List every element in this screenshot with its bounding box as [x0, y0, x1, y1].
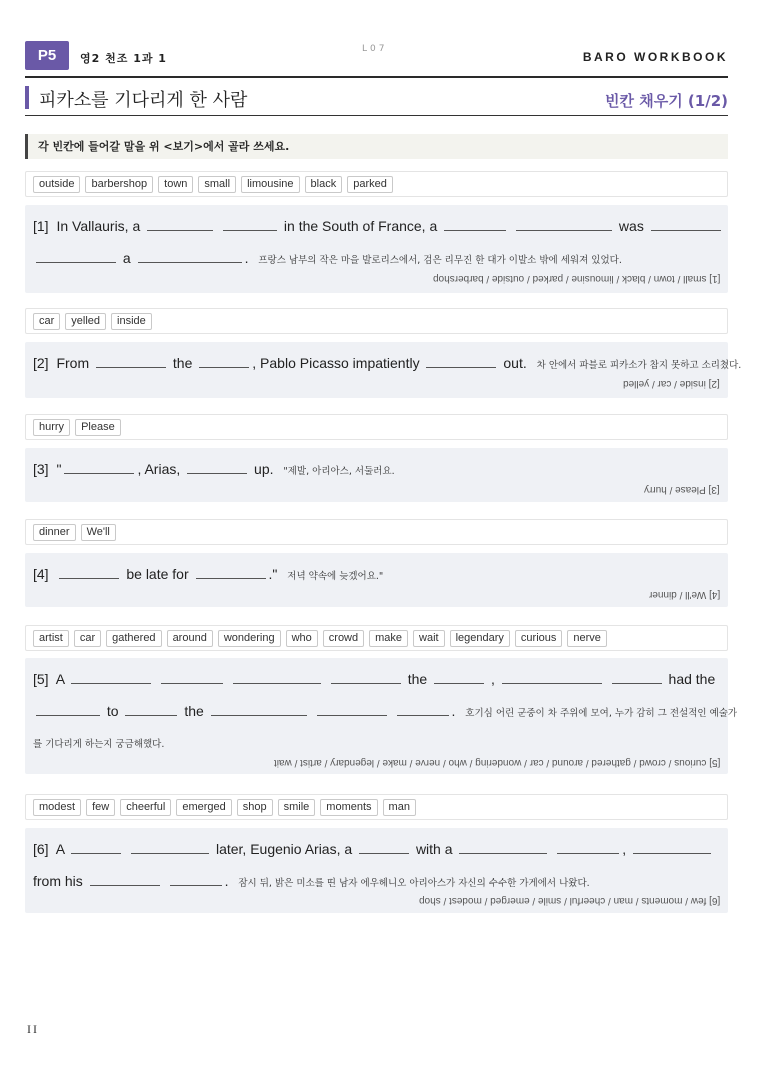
- sentence-text: with a: [415, 841, 453, 857]
- answer-key: [3] Please / hurry: [644, 484, 720, 495]
- answer-blank[interactable]: [426, 353, 496, 368]
- word-chip: few: [86, 799, 115, 816]
- word-bank-4: [25, 519, 728, 545]
- question-number: [3]: [33, 461, 49, 477]
- word-chip: hurry: [33, 419, 70, 436]
- sentence-text: in the South of France, a: [283, 218, 438, 234]
- answer-blank[interactable]: [502, 669, 602, 684]
- word-chip: car: [74, 630, 101, 647]
- sentence-text: A: [55, 671, 65, 687]
- korean-translation: 저녁 약속에 늦겠어요.": [287, 571, 384, 582]
- word-chip: black: [305, 176, 343, 193]
- sentence-text: the: [407, 671, 428, 687]
- page-number: II: [27, 1022, 39, 1036]
- question-number: [2]: [33, 355, 49, 371]
- sentence-text: to: [106, 703, 119, 719]
- answer-blank[interactable]: [90, 871, 160, 886]
- answer-blank[interactable]: [71, 839, 121, 854]
- word-chip: dinner: [33, 524, 76, 541]
- question-5: [25, 658, 738, 774]
- answer-key: [4] We'll / dinner: [648, 589, 720, 600]
- sentence-text: a: [122, 250, 131, 266]
- word-chip: outside: [33, 176, 80, 193]
- answer-key: [6] few / moments / man / cheerful / smile / emerged / modest / shop: [418, 895, 720, 906]
- question-number: [4]: [33, 566, 49, 582]
- word-chip: curious: [515, 630, 562, 647]
- answer-key: [1] small / town / black / limousine / parked / outside / barbershop: [432, 273, 720, 284]
- answer-blank[interactable]: [459, 839, 547, 854]
- sentence-text: .: [224, 873, 229, 889]
- sentence-text: out.: [503, 355, 527, 371]
- answer-blank[interactable]: [71, 669, 151, 684]
- answer-blank[interactable]: [125, 701, 177, 716]
- question-number: [6]: [33, 841, 49, 857]
- answer-blank[interactable]: [64, 459, 134, 474]
- answer-blank[interactable]: [331, 669, 401, 684]
- word-bank-6: [25, 794, 728, 820]
- sentence-text: ": [56, 461, 62, 477]
- answer-blank[interactable]: [651, 216, 721, 231]
- word-chip: legendary: [450, 630, 510, 647]
- question-1: [25, 205, 728, 293]
- page-title: 피카소를 기다리게 한 사람: [39, 90, 248, 111]
- answer-blank[interactable]: [96, 353, 166, 368]
- word-chip: man: [383, 799, 416, 816]
- sentence-text: A: [55, 841, 65, 857]
- word-chip: inside: [111, 313, 152, 330]
- answer-blank[interactable]: [36, 248, 116, 263]
- answer-blank[interactable]: [161, 669, 223, 684]
- word-bank-2: [25, 308, 728, 334]
- sentence-text: be late for: [126, 566, 189, 582]
- word-bank-3: [25, 414, 728, 440]
- question-number: [5]: [33, 671, 49, 687]
- answer-key: [2] inside / car / yelled: [623, 378, 720, 389]
- word-chip: cheerful: [120, 799, 171, 816]
- lesson-label: 영2 천조 1과 1: [80, 52, 167, 65]
- korean-translation: 호기심 어린 군중이 차 주위에 모여, 누가 감히 그 전설적인 예술가: [465, 708, 738, 719]
- answer-blank[interactable]: [59, 564, 119, 579]
- question-2: [25, 342, 742, 398]
- word-chip: We'll: [81, 524, 116, 541]
- answer-blank[interactable]: [138, 248, 242, 263]
- sentence-text: the: [184, 703, 204, 719]
- word-chip: make: [369, 630, 408, 647]
- answer-blank[interactable]: [147, 216, 213, 231]
- sentence-text: up.: [254, 461, 274, 477]
- sentence-text: In Vallauris, a: [56, 218, 141, 234]
- answer-blank[interactable]: [196, 564, 266, 579]
- answer-blank[interactable]: [516, 216, 612, 231]
- answer-blank[interactable]: [557, 839, 619, 854]
- page-subtitle: 빈칸 채우기 (1/2): [605, 92, 728, 110]
- answer-blank[interactable]: [633, 839, 711, 854]
- word-chip: Please: [75, 419, 121, 436]
- sentence-text: was: [618, 218, 644, 234]
- answer-key: [5] curious / crowd / gathered / around / car / wondering / who / nerve / make / legendary / artist / wait: [273, 757, 720, 768]
- word-chip: small: [198, 176, 236, 193]
- word-chip: yelled: [65, 313, 106, 330]
- answer-blank[interactable]: [612, 669, 662, 684]
- word-bank-1: [25, 171, 728, 197]
- sentence-text: From: [56, 355, 90, 371]
- korean-translation: 프랑스 남부의 작은 마을 발로리스에서, 검은 리무진 한 대가 이발소 밖에 세워져 있었다.: [258, 255, 622, 266]
- center-mark: L07: [362, 44, 388, 54]
- answer-blank[interactable]: [317, 701, 387, 716]
- word-chip: smile: [278, 799, 316, 816]
- sentence-text: , Pablo Picasso impatiently: [252, 355, 420, 371]
- word-chip: who: [286, 630, 318, 647]
- word-chip: nerve: [567, 630, 607, 647]
- answer-blank[interactable]: [359, 839, 409, 854]
- answer-blank[interactable]: [170, 871, 222, 886]
- question-3: [25, 448, 728, 502]
- word-chip: gathered: [106, 630, 161, 647]
- korean-translation: "제발, 아리아스, 서둘러요.: [283, 466, 395, 477]
- korean-translation: 잠시 뒤, 밝은 미소를 띤 남자 에우헤니오 아리아스가 자신의 수수한 가게에서 나왔다.: [238, 878, 590, 889]
- word-chip: crowd: [323, 630, 364, 647]
- sentence-text: the: [172, 355, 193, 371]
- answer-blank[interactable]: [233, 669, 321, 684]
- question-6: [25, 828, 728, 913]
- answer-blank[interactable]: [131, 839, 209, 854]
- word-chip: around: [167, 630, 213, 647]
- word-chip: parked: [347, 176, 393, 193]
- answer-blank[interactable]: [211, 701, 307, 716]
- brand-label: BARO WORKBOOK: [582, 50, 728, 64]
- answer-blank[interactable]: [434, 669, 484, 684]
- word-chip: artist: [33, 630, 69, 647]
- word-chip: car: [33, 313, 60, 330]
- sentence-text: ,: [490, 671, 495, 687]
- korean-translation: 차 안에서 파블로 피카소가 참지 못하고 소리쳤다.: [536, 360, 742, 371]
- word-chip: barbershop: [85, 176, 153, 193]
- answer-blank[interactable]: [223, 216, 277, 231]
- answer-blank[interactable]: [444, 216, 506, 231]
- word-chip: emerged: [176, 799, 231, 816]
- korean-translation-cont: 를 기다리게 하는지 궁금해했다.: [33, 739, 165, 750]
- sentence-text: from his: [33, 873, 83, 889]
- title-bar: [25, 84, 728, 116]
- question-4: [25, 553, 728, 607]
- answer-blank[interactable]: [397, 701, 449, 716]
- sentence-text: .: [244, 250, 249, 266]
- question-number: [1]: [33, 218, 49, 234]
- title-accent: [25, 86, 29, 109]
- answer-blank[interactable]: [36, 701, 100, 716]
- word-chip: modest: [33, 799, 81, 816]
- sentence-text: had the: [668, 671, 716, 687]
- word-chip: wondering: [218, 630, 281, 647]
- answer-blank[interactable]: [187, 459, 247, 474]
- word-bank-5: [25, 625, 728, 651]
- word-chip: limousine: [241, 176, 299, 193]
- page-header: [25, 40, 728, 78]
- word-chip: shop: [237, 799, 273, 816]
- sentence-text: ,: [622, 841, 627, 857]
- word-chip: wait: [413, 630, 445, 647]
- word-chip: moments: [320, 799, 377, 816]
- sentence-text: .: [451, 703, 456, 719]
- sentence-text: , Arias,: [137, 461, 181, 477]
- sentence-text: .": [268, 566, 278, 582]
- answer-blank[interactable]: [199, 353, 249, 368]
- sentence-text: later, Eugenio Arias, a: [215, 841, 353, 857]
- page-badge: P5: [25, 41, 69, 70]
- word-chip: town: [158, 176, 193, 193]
- instruction: 각 빈칸에 들어갈 말을 위 <보기>에서 골라 쓰세요.: [25, 134, 728, 159]
